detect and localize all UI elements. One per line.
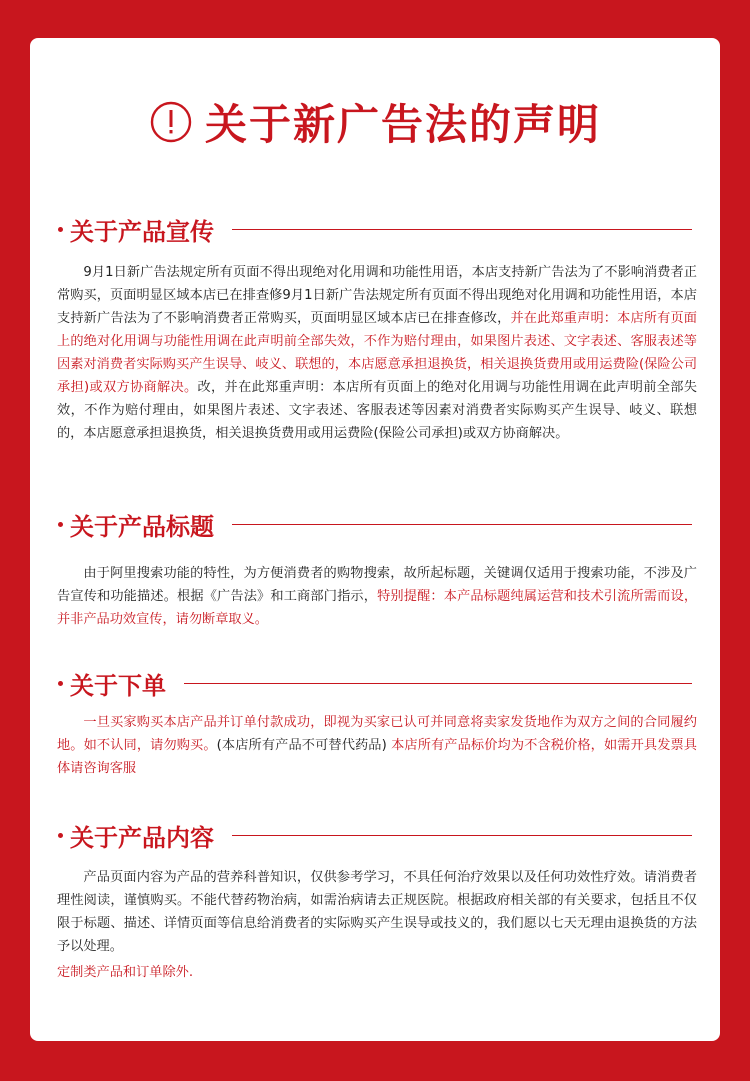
- section-body-promotion: [57, 261, 697, 445]
- section-title: 关于产品宣传: [70, 218, 214, 246]
- section-header-promotion: [58, 212, 692, 247]
- section-title: 关于下单: [70, 672, 166, 700]
- exclamation-circle-icon: [149, 100, 193, 144]
- section-header-content: [58, 818, 692, 853]
- body-text: 9月1日新广告法规定所有页面不得出现绝对化用调和功能性用语，本店支持新广告法为了不影响消费者正常购买，页面明显区域本店已在排查修9月1日新广告法规定所有页面不得出现绝对化用调和功能性用语，本店支持新广告法为了不影响消费者正常购买，页面明显区域本店已在排查修改，: [57, 265, 697, 326]
- body-text: 产品页面内容为产品的营养科普知识，仅供参考学习，不具任何治疗效果以及任何功效性疗效。请消费者理性阅读，谨慎购买。不能代替药物治病，如需治病请去正规医院。根据政府相关部的有关要求，包括且不仅限于标题、描述、详情页面等信息给消费者的实际购买产生误导或技义的，我们愿以七天无理由退换货的方法予以处理。: [57, 870, 697, 954]
- section-body-content: [57, 866, 697, 958]
- body-text: 由于阿里搜索功能的特性，为方便消费者的购物搜索，故所起标题，关键调仅适用于搜索功能，不涉及广告宣传和功能描述。根据《广告法》和工商部门指示，: [57, 566, 697, 604]
- bullet-dot: [58, 522, 63, 527]
- bullet-dot: [58, 681, 63, 686]
- body-text: (本店所有产品不可替代药品): [216, 738, 387, 753]
- body-text-highlight: 一旦买家购买本店产品并订单付款成功，即视为买家已认可并同意将卖家发货地作为双方之间的合同履约地。如不认同，请勿购买。: [57, 715, 697, 753]
- bullet-dot: [58, 227, 63, 232]
- bullet-dot: [58, 833, 63, 838]
- body-text-highlight: 定制类产品和订单除外.: [57, 965, 194, 980]
- section-body-title: [57, 562, 697, 631]
- section-title: 关于产品标题: [70, 513, 214, 541]
- section-divider: [184, 683, 692, 684]
- section-divider: [232, 229, 692, 230]
- body-text-highlight: 特别提醒：本产品标题纯属运营和技术引流所需而设，并非产品功效宣传，请勿断章取义。: [57, 589, 698, 627]
- page-title: 关于新广告法的声明: [204, 100, 601, 149]
- section-header-order: [58, 666, 692, 701]
- body-text-highlight: 并在此郑重声明：本店所有页面上的绝对化用调与功能性用调在此声明前全部失效，不作为赔付理由，如果图片表述、文字表述、客服表述等因素对消费者实际购买产生误导、岐义、联想的，本店愿意承担退换货，相关退换货费用或用运费险(保险公司承担)或双方协商解决。: [57, 311, 697, 395]
- section-footnote: [57, 961, 697, 984]
- section-body-order: [57, 711, 697, 780]
- body-text: 改，并在此郑重声明：本店所有页面上的绝对化用调与功能性用调在此声明前全部失效，不作为赔付理由，如果图片表述、文字表述、客服表述等因素对消费者实际购买产生误导、岐义、联想的，本店愿意承担退换货，相关退换货费用或用运费险(保险公司承担)或双方协商解决。: [57, 380, 697, 441]
- section-header-title: [58, 507, 692, 542]
- page-header: [0, 92, 750, 152]
- section-divider: [232, 835, 692, 836]
- body-text-highlight: 本店所有产品标价均为不含税价格，如需开具发票具体请咨询客服: [57, 738, 697, 776]
- section-title: 关于产品内容: [70, 824, 214, 852]
- section-divider: [232, 524, 692, 525]
